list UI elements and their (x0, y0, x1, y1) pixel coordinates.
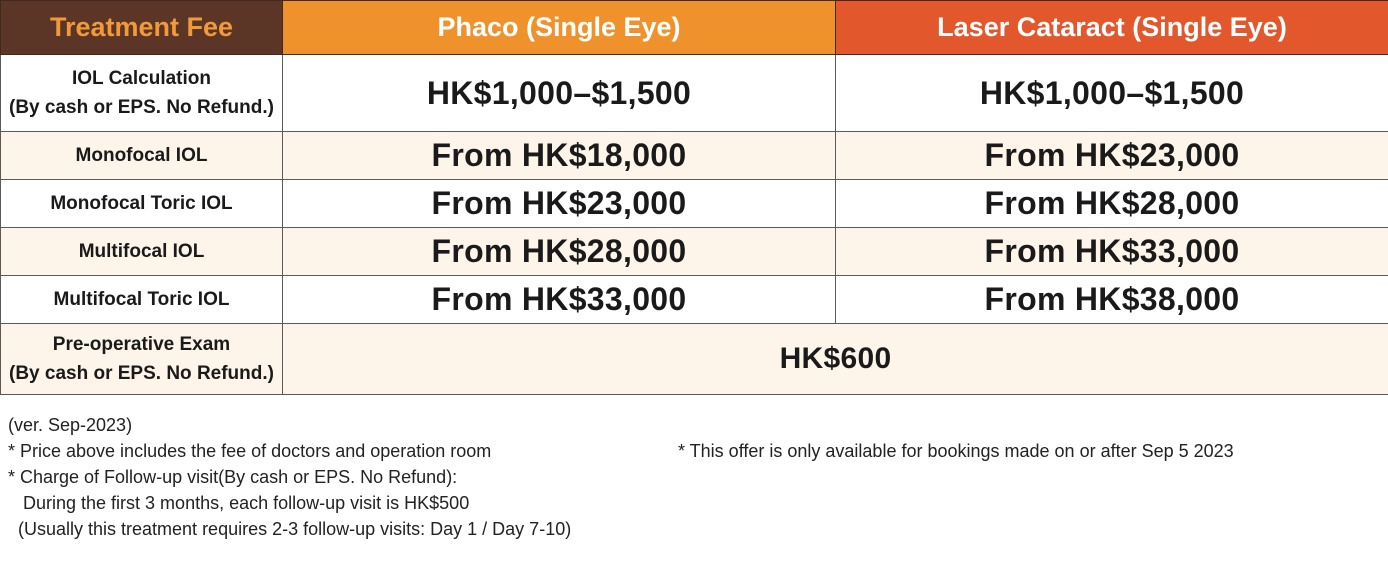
offer-note: * This offer is only available for bookings made on or after Sep 5 2023 (678, 441, 1234, 461)
header-treatment-fee: Treatment Fee (1, 1, 283, 55)
price-pre-operative-exam: HK$600 (283, 324, 1388, 395)
price-laser: From HK$23,000 (836, 132, 1388, 180)
row-label-multifocal-toric: Multifocal Toric IOL (1, 276, 283, 324)
table-row (1, 180, 1388, 228)
row-label-pre-operative-exam (1, 324, 283, 395)
price-laser: From HK$33,000 (836, 228, 1388, 276)
header-phaco: Phaco (Single Eye) (283, 1, 836, 55)
table-row (1, 276, 1388, 324)
table-row (1, 55, 1388, 132)
price-laser: HK$1,000–$1,500 (836, 55, 1388, 132)
row-label-line1: IOL Calculation (71, 68, 211, 89)
price-phaco: HK$1,000–$1,500 (283, 55, 836, 132)
row-label-line2: (By cash or EPS. No Refund.) (9, 363, 274, 384)
note-follow-up-visits: (Usually this treatment requires 2-3 follow-up visits: Day 1 / Day 7-10) (8, 519, 572, 539)
row-label-iol-calculation (1, 55, 283, 132)
price-laser: From HK$28,000 (836, 180, 1388, 228)
row-label-line2: (By cash or EPS. No Refund.) (9, 97, 274, 118)
footnotes (8, 412, 571, 542)
row-label-monofocal-toric: Monofocal Toric IOL (1, 180, 283, 228)
row-label-monofocal: Monofocal IOL (1, 132, 283, 180)
table-header-row (1, 1, 1388, 55)
price-phaco: From HK$23,000 (283, 180, 836, 228)
version-note: (ver. Sep-2023) (8, 415, 133, 435)
price-laser: From HK$38,000 (836, 276, 1388, 324)
row-label-line1: Pre-operative Exam (52, 334, 231, 355)
row-label-multifocal: Multifocal IOL (1, 228, 283, 276)
note-price-includes: * Price above includes the fee of doctors and operation room (8, 441, 492, 461)
header-laser-cataract: Laser Cataract (Single Eye) (836, 1, 1388, 55)
table-row (1, 228, 1388, 276)
note-follow-up-fee: During the first 3 months, each follow-up visit is HK$500 (8, 493, 470, 513)
price-phaco: From HK$18,000 (283, 132, 836, 180)
price-phaco: From HK$28,000 (283, 228, 836, 276)
note-follow-up-charge: * Charge of Follow-up visit(By cash or EPS. No Refund): (8, 467, 458, 487)
table-row (1, 132, 1388, 180)
price-phaco: From HK$33,000 (283, 276, 836, 324)
table-row (1, 324, 1388, 395)
